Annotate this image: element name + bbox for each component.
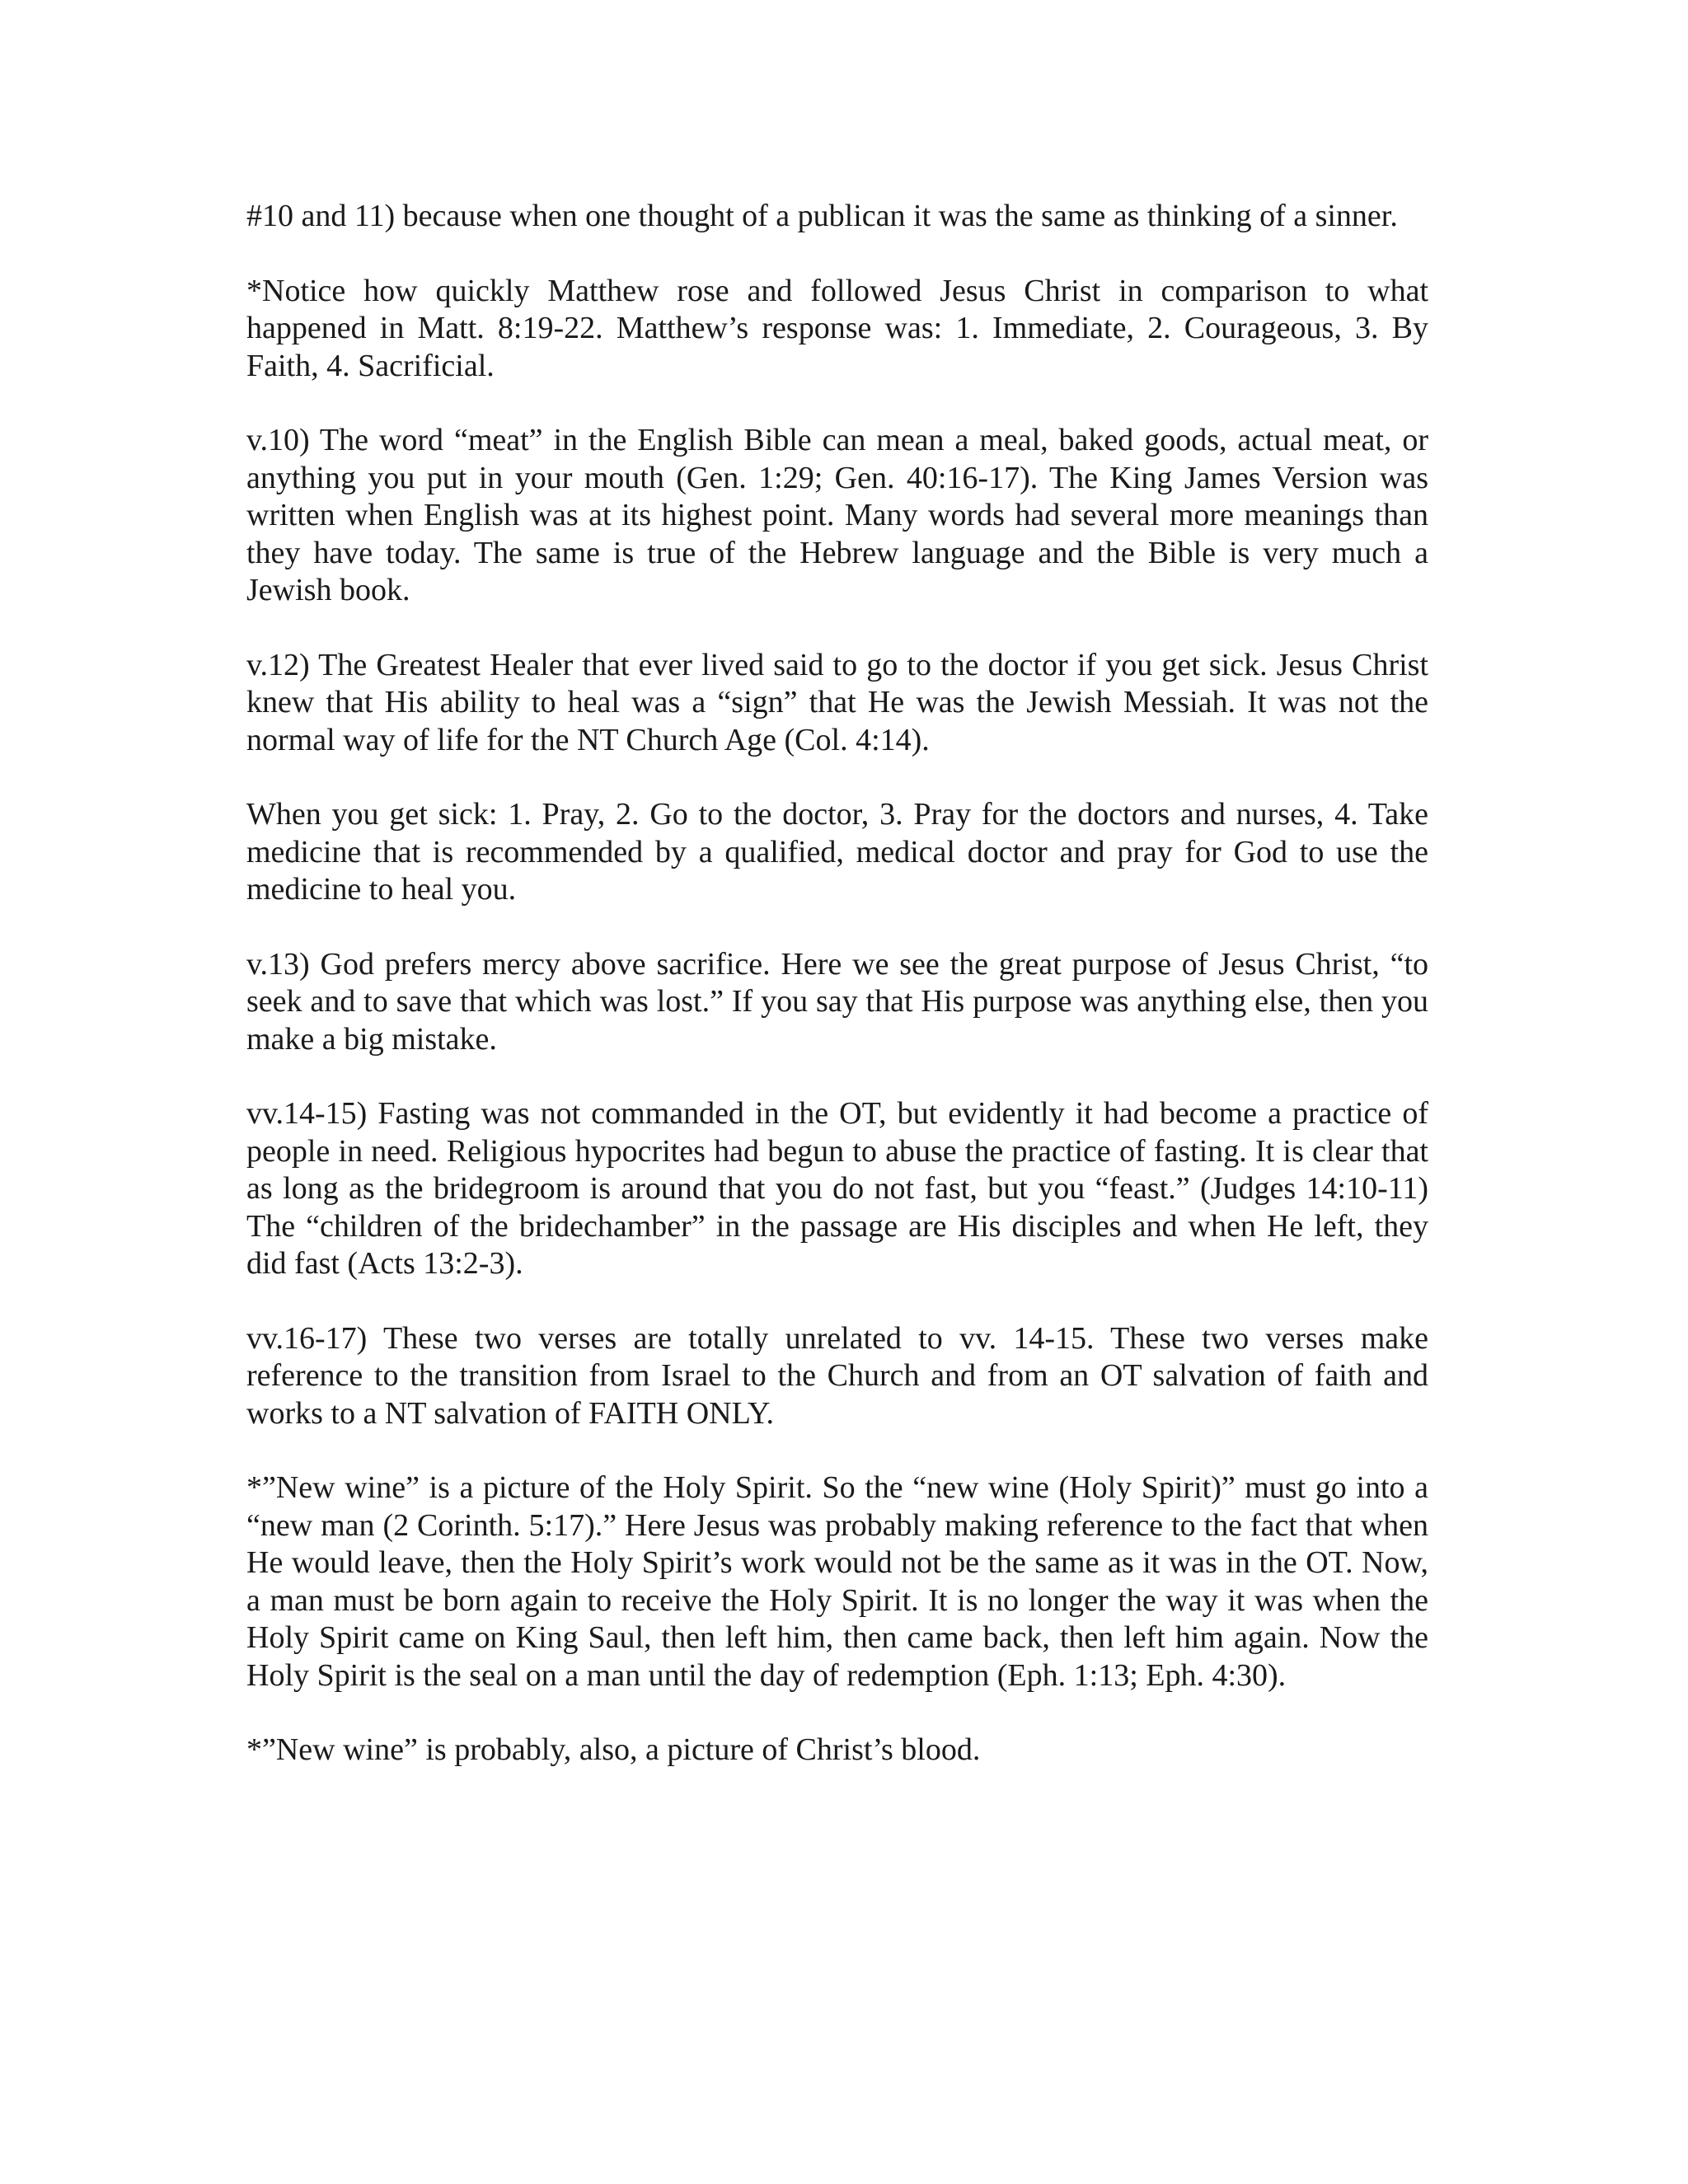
- document-body: [246, 198, 1428, 1807]
- paragraph-v12-healer: v.12) The Greatest Healer that ever lived said to go to the doctor if you get sick. Jesus Christ knew that His ability to heal was a “sign” that He was the Jewish Messiah. It was not the normal way of life for the NT Church Age (Col. 4:14).: [246, 647, 1428, 757]
- paragraph-vv14-15-fasting: vv.14-15) Fasting was not commanded in the OT, but evidently it had become a practice of people in need. Religious hypocrites had begun to abuse the practice of fasting. It is clear that as long as the bridegroom is around that you do not fast, but you “feast.” (Judges 14:10-11) The “children of the bridechamber” in the passage are His disciples and when He left, they did fast (Acts 13:2-3).: [246, 1096, 1428, 1281]
- paragraph-new-wine-spirit: *”New wine” is a picture of the Holy Spirit. So the “new wine (Holy Spirit)” must go into a “new man (2 Corinth. 5:17).” Here Jesus was probably making reference to the fact that when He would leave, then the Holy Spirit’s work would not be the same as it was in the OT. Now, a man must be born again to receive the Holy Spirit. It is no longer the way it was when the Holy Spirit came on King Saul, then left him, then came back, then left him again. Now the Holy Spirit is the seal on a man until the day of redemption (Eph. 1:13; Eph. 4:30).: [246, 1470, 1428, 1693]
- paragraph-matthew-response: *Notice how quickly Matthew rose and followed Jesus Christ in comparison to what happened in Matt. 8:19-22. Matthew’s response was: 1. Immediate, 2. Courageous, 3. By Faith, 4. Sacrificial.: [246, 273, 1428, 383]
- paragraph-v13-mercy: v.13) God prefers mercy above sacrifice. Here we see the great purpose of Jesus Christ, “to seek and to save that which was lost.” If you say that His purpose was anything else, then you make a big mistake.: [246, 946, 1428, 1057]
- paragraph-vv16-17-transition: vv.16-17) These two verses are totally unrelated to vv. 14-15. These two verses make reference to the transition from Israel to the Church and from an OT salvation of faith and works to a NT salvation of FAITH ONLY.: [246, 1320, 1428, 1431]
- paragraph-v10-meat: v.10) The word “meat” in the English Bible can mean a meal, baked goods, actual meat, or anything you put in your mouth (Gen. 1:29; Gen. 40:16-17). The King James Version was written when English was at its highest point. Many words had several more meanings than they have today. The same is true of the Hebrew language and the Bible is very much a Jewish book.: [246, 423, 1428, 607]
- paragraph-new-wine-blood: *”New wine” is probably, also, a picture of Christ’s blood.: [246, 1732, 981, 1767]
- paragraph-when-sick: When you get sick: 1. Pray, 2. Go to the doctor, 3. Pray for the doctors and nurses, 4. Take medicine that is recommended by a qualified, medical doctor and pray for God to use the medicine to heal you.: [246, 797, 1428, 907]
- paragraph-publican-sinner: #10 and 11) because when one thought of a publican it was the same as thinking of a sinner.: [246, 199, 1398, 233]
